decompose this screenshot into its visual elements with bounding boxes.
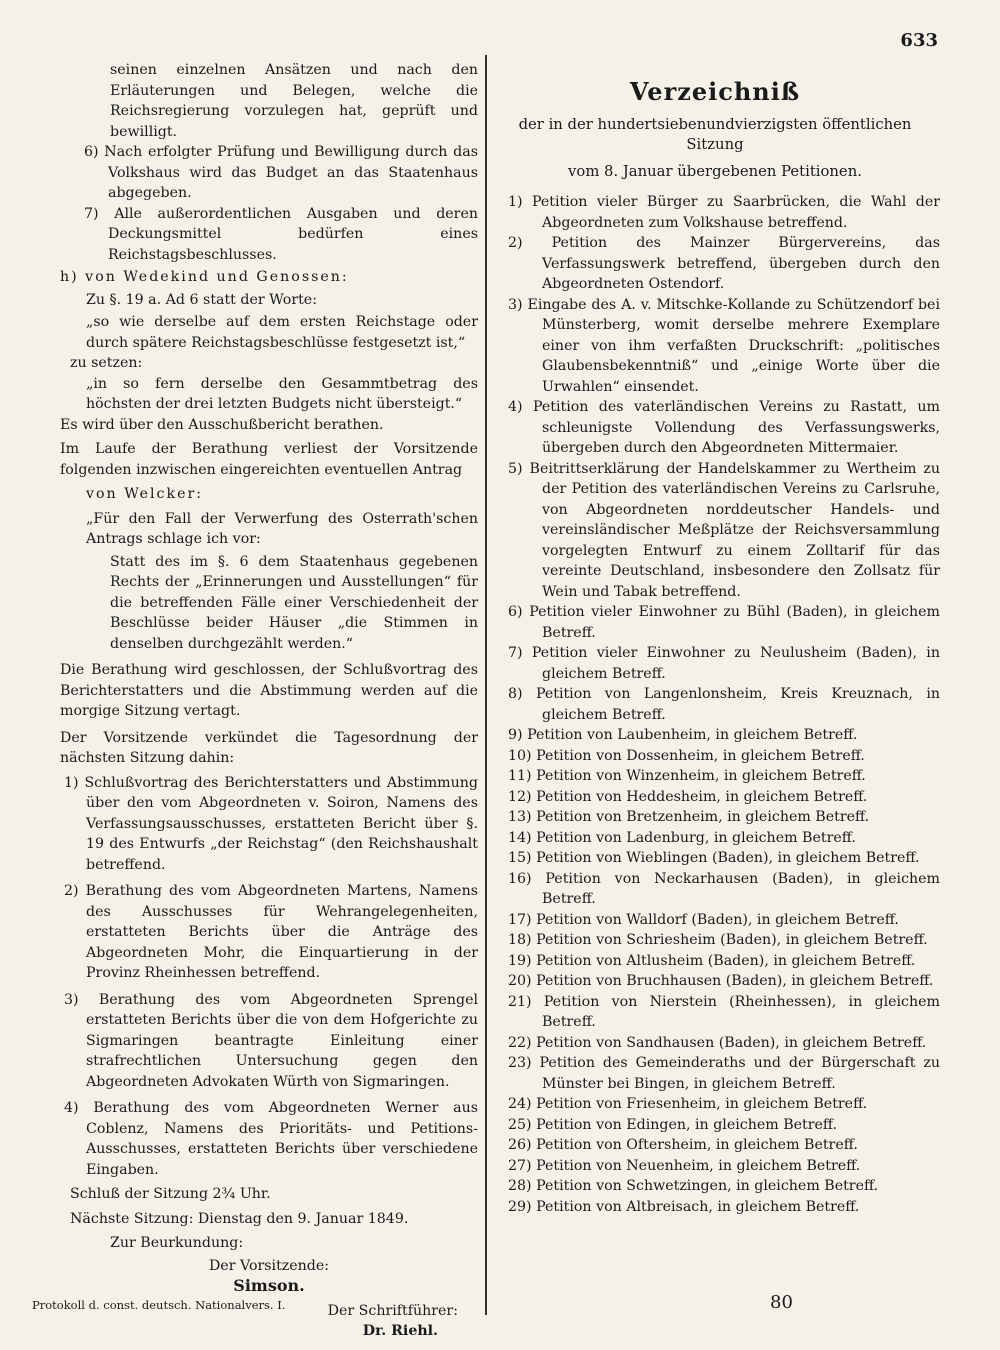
- petition-item: 25) Petition von Edingen, in gleichem Betreff.: [508, 1116, 837, 1133]
- quote: Statt des im §. 6 dem Staatenhaus gegebenen Rechts der „Erinnerungen und Ausstellungen“ für die betreffenden Fälle einer Verschiedenheit der Beschlüsse beider Häuser „die Stimmen in denselben durchgezählt werden.“: [110, 553, 478, 652]
- petition-list: [490, 192, 940, 1217]
- paragraph: Zu §. 19 a. Ad 6 statt der Worte:: [86, 291, 317, 308]
- petition-item: 18) Petition von Schriesheim (Baden), in gleichem Betreff.: [508, 932, 928, 948]
- column-divider: [485, 55, 487, 1315]
- quote: „so wie derselbe auf dem ersten Reichstage oder durch spätere Reichstagsbeschlüsse festgesetzt ist,“: [86, 314, 478, 351]
- petition-item: 7) Petition vieler Einwohner zu Neulusheim (Baden), in gleichem Betreff.: [508, 645, 940, 682]
- paragraph: Schluß der Sitzung 2¾ Uhr.: [70, 1186, 271, 1202]
- list-subtitle: vom 8. Januar übergebenen Petitionen.: [568, 162, 862, 180]
- paragraph: Es wird über den Ausschußbericht berathen.: [60, 416, 384, 433]
- paragraph: zu setzen:: [70, 355, 143, 371]
- agenda-item: 1) Schlußvortrag des Berichterstatters und Abstimmung über den vom Abgeordneten v. Soiron, Namens des Verfassungsausschusses, erstatteten Bericht über §. 19 des Entwurfs „der Reichstag“ (den Reichshaushalt betreffend.: [64, 774, 478, 873]
- list-subtitle: der in der hundertsiebenundvierzigsten öffentlichen Sitzung: [518, 115, 912, 153]
- signature-name: Simson.: [233, 1276, 305, 1295]
- petition-item: 2) Petition des Mainzer Bürgervereins, das Verfassungswerk betreffend, übergeben durch den Abgeordneten Ostendorf.: [508, 235, 940, 292]
- footer-note: Protokoll d. const. deutsch. Nationalvers. I.: [32, 1298, 286, 1312]
- petition-item: 27) Petition von Neuenheim, in gleichem Betreff.: [508, 1157, 861, 1174]
- petition-item: 26) Petition von Oftersheim, in gleichem Betreff.: [508, 1137, 858, 1153]
- paragraph: seinen einzelnen Ansätzen und nach den Erläuterungen und Belegen, welche die Reichsregierung vorzulegen hat, geprüft und bewilligt.: [110, 62, 478, 140]
- petition-item: 14) Petition von Ladenburg, in gleichem Betreff.: [508, 829, 856, 846]
- petition-item: 4) Petition des vaterländischen Vereins zu Rastatt, um schleunigste Vollendung des Verfassungswerks, übergeben durch den Abgeordneten Mittermaier.: [508, 399, 940, 456]
- paragraph: von Welcker:: [86, 486, 204, 502]
- paragraph: Nächste Sitzung: Dienstag den 9. Januar 1849.: [70, 1210, 409, 1227]
- paragraph: Zur Beurkundung:: [110, 1235, 244, 1251]
- agenda-item: 2) Berathung des vom Abgeordneten Martens, Namens des Ausschusses für Wehrangelegenheiten, erstatteten Berichts über die Anträge des Abgeordneten Mohr, die Einquartierung in der Provinz Rheinhessen betreffend.: [64, 883, 478, 981]
- paragraph: h) von Wedekind und Genossen:: [60, 269, 349, 285]
- petition-item: 13) Petition von Bretzenheim, in gleichem Betreff.: [508, 809, 870, 825]
- petition-item: 9) Petition von Laubenheim, in gleichem Betreff.: [508, 727, 858, 743]
- paragraph: 7) Alle außerordentlichen Ausgaben und deren Deckungsmittel bedürfen eines Reichstagsbeschlusses.: [84, 205, 478, 263]
- paragraph: Der Vorsitzende verkündet die Tagesordnung der nächsten Sitzung dahin:: [60, 729, 478, 766]
- footer-signature: 80: [770, 1292, 793, 1313]
- petition-item: 11) Petition von Winzenheim, in gleichem Betreff.: [508, 768, 866, 784]
- quote: „in so fern derselbe den Gesammtbetrag des höchsten der drei letzten Budgets nicht übersteigt.“: [86, 375, 478, 412]
- petition-item: 28) Petition von Schwetzingen, in gleichem Betreff.: [508, 1178, 879, 1194]
- petition-item: 16) Petition von Neckarhausen (Baden), in gleichem Betreff.: [508, 870, 940, 907]
- petition-item: 15) Petition von Wieblingen (Baden), in gleichem Betreff.: [508, 850, 920, 866]
- petition-item: 29) Petition von Altbreisach, in gleichem Betreff.: [508, 1198, 860, 1215]
- paragraph: 6) Nach erfolgter Prüfung und Bewilligung durch das Volkshaus wird das Budget an das Staatenhaus abgegeben.: [84, 144, 478, 201]
- petition-item: 8) Petition von Langenlonsheim, Kreis Kreuznach, in gleichem Betreff.: [508, 686, 940, 723]
- right-column: [490, 60, 940, 1217]
- petition-item: 17) Petition von Walldorf (Baden), in gleichem Betreff.: [508, 911, 899, 928]
- petition-item: 24) Petition von Friesenheim, in gleichem Betreff.: [508, 1096, 868, 1112]
- signature-label: Der Vorsitzende:: [208, 1257, 330, 1274]
- petition-item: 21) Petition von Nierstein (Rheinhessen), in gleichem Betreff.: [508, 993, 940, 1030]
- petition-item: 3) Eingabe des A. v. Mitschke-Kollande zu Schützendorf bei Münsterberg, womit derselbe mehrere Exemplare einer von ihm verfaßten Druckschrift: „politisches Glaubensbekenntniß“ und „einige Worte über die Urwahlen“ einsendet.: [508, 296, 940, 395]
- petition-item: 5) Beitrittserklärung der Handelskammer zu Wertheim zu der Petition des vaterländischen Vereins zu Carlsruhe, von Abgeordneten norddeutscher Handels- und vereinsländischer Meßplätze der Reichsversammlung vorgelegten Entwurf zu einem Zolltarif für das vereinte Deutschland, insbesondere den Zollsatz für Wein und Tabak betreffend.: [508, 460, 940, 600]
- page-number: 633: [900, 30, 938, 51]
- agenda-item: 3) Berathung des vom Abgeordneten Sprengel erstatteten Berichts über die von dem Hofgerichte zu Sigmaringen beantragte Einleitung einer strafrechtlichen Untersuchung gegen den Abgeordneten Advokaten Würth von Sigmaringen.: [64, 991, 478, 1090]
- paragraph: Die Berathung wird geschlossen, der Schlußvortrag des Berichterstatters und die Abstimmung werden auf die morgige Sitzung vertagt.: [60, 662, 478, 719]
- petition-item: 1) Petition vieler Bürger zu Saarbrücken, die Wahl der Abgeordneten zum Volkshause betreffend.: [508, 194, 940, 231]
- agenda-item: 4) Berathung des vom Abgeordneten Werner aus Coblenz, Namens des Prioritäts- und Petitions-Ausschusses, erstatteten Berichts über verschiedene Eingaben.: [64, 1100, 478, 1178]
- petition-item: 23) Petition des Gemeinderaths und der Bürgerschaft zu Münster bei Bingen, in gleichem Betreff.: [508, 1055, 940, 1092]
- list-title: Verzeichniß: [629, 77, 801, 106]
- signature-label: Der Schriftführer:: [327, 1302, 458, 1319]
- left-column: [60, 60, 478, 1342]
- petition-item: 19) Petition von Altlusheim (Baden), in gleichem Betreff.: [508, 952, 916, 969]
- petition-item: 20) Petition von Bruchhausen (Baden), in gleichem Betreff.: [508, 973, 934, 989]
- petition-item: 12) Petition von Heddesheim, in gleichem Betreff.: [508, 788, 868, 805]
- paragraph: Im Laufe der Berathung verliest der Vorsitzende folgenden inzwischen eingereichten eventuellen Antrag: [60, 441, 478, 478]
- petition-item: 6) Petition vieler Einwohner zu Bühl (Baden), in gleichem Betreff.: [508, 604, 940, 641]
- petition-item: 22) Petition von Sandhausen (Baden), in gleichem Betreff.: [508, 1034, 927, 1051]
- quote: „Für den Fall der Verwerfung des Osterrath'schen Antrags schlage ich vor:: [86, 510, 478, 547]
- signature-name: Dr. Riehl.: [362, 1323, 438, 1339]
- petition-item: 10) Petition von Dossenheim, in gleichem Betreff.: [508, 747, 865, 764]
